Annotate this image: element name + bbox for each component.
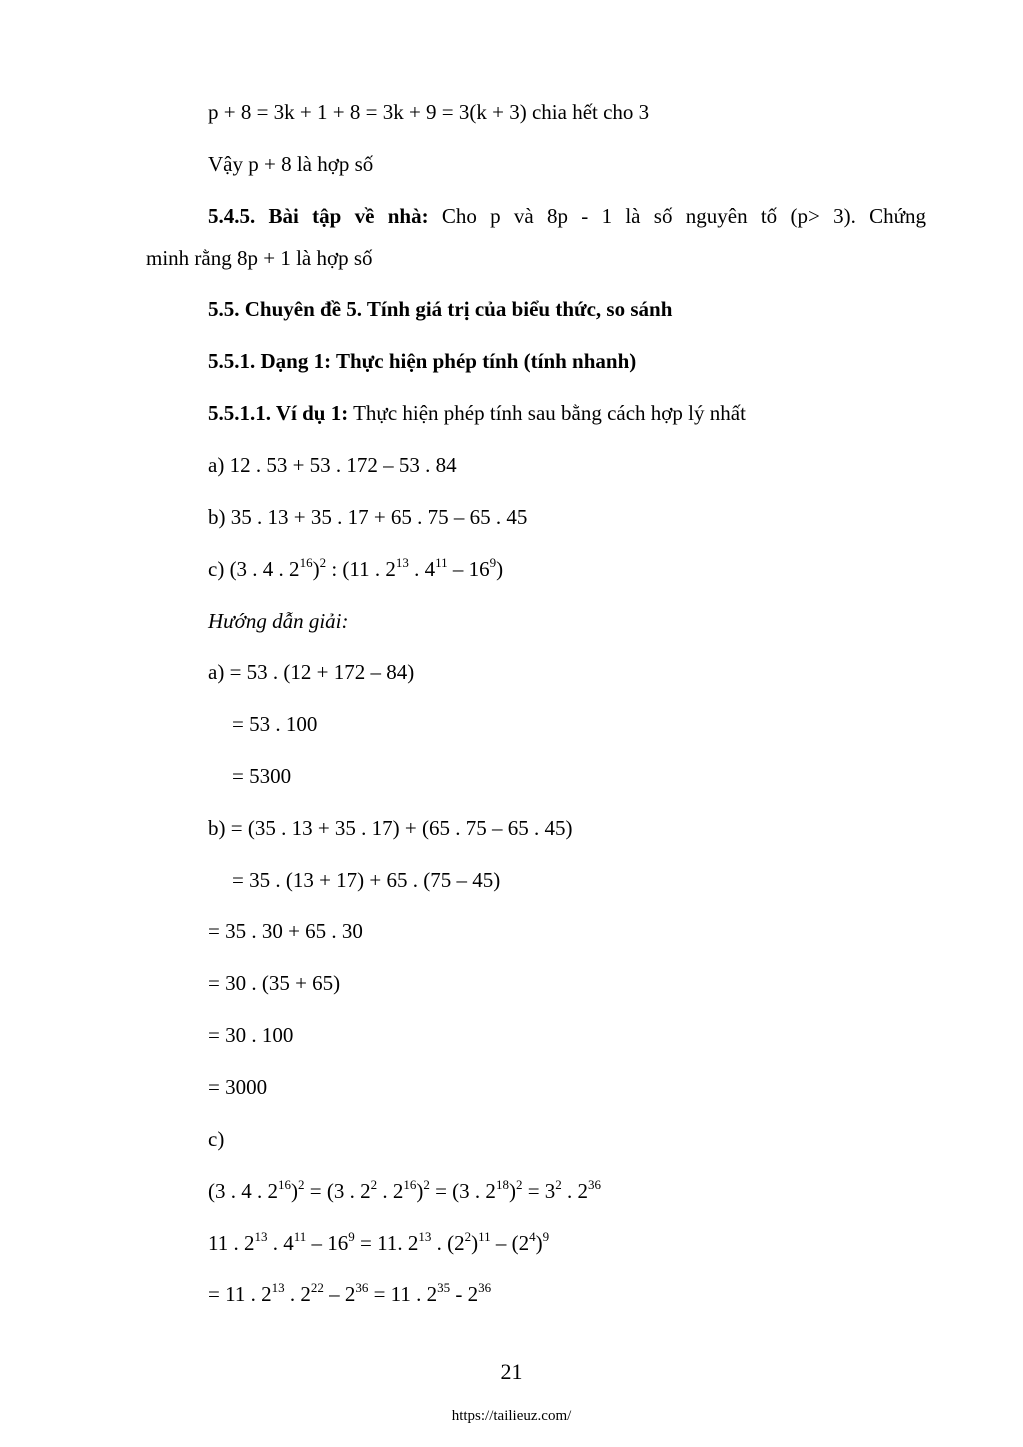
- homework-line-cont: minh rằng 8p + 1 là hợp số: [146, 246, 373, 270]
- exp: 36: [355, 1280, 369, 1295]
- exp: 2: [515, 1177, 523, 1192]
- example-text: Thực hiện phép tính sau bằng cách hợp lý nhất: [348, 401, 746, 425]
- form-heading: 5.5.1. Dạng 1: Thực hiện phép tính (tính nhanh): [208, 349, 637, 373]
- exp: 2: [464, 1229, 472, 1244]
- exp: 13: [254, 1229, 268, 1244]
- exp: 2: [370, 1177, 378, 1192]
- exp: 13: [395, 555, 409, 570]
- answer-b-line: = 30 . (35 + 65): [208, 971, 341, 995]
- answer-a-line: a) = 53 . (12 + 172 – 84): [208, 660, 415, 684]
- exp: 16: [278, 1177, 291, 1192]
- exp: 2: [319, 555, 327, 570]
- exp: 35: [437, 1280, 451, 1295]
- homework-label: 5.4.5. Bài tập về nhà:: [208, 204, 429, 228]
- exp: 11: [478, 1229, 491, 1244]
- homework-line: [208, 203, 926, 229]
- exp: 4: [529, 1229, 536, 1244]
- answer-a-line: = 5300: [232, 764, 292, 788]
- guide-heading: Hướng dẫn giải:: [208, 609, 349, 633]
- question-c: c) (3 . 4 . $2^{16})^2$ : (11 . $2^{13}$ . $4^{11} - 16^9$): [208, 555, 504, 581]
- page-number: 21: [500, 1359, 523, 1384]
- exp: 16: [403, 1177, 417, 1192]
- exp: 13: [271, 1280, 285, 1295]
- exp: 36: [478, 1280, 492, 1295]
- topic-heading: 5.5. Chuyên đề 5. Tính giá trị của biểu thức, so sánh: [208, 297, 673, 321]
- exp: 11: [435, 555, 448, 570]
- homework-text: Cho p và 8p - 1 là số nguyên tố (p> 3). Chứng: [428, 204, 926, 228]
- answer-b-line: = 3000: [208, 1075, 268, 1099]
- exp: 13: [418, 1229, 432, 1244]
- answer-c-line: (3 . 4 . $2^{16})^2 = (3$ . $2^2$ . $2^{16})^2 = (3$ . $2^{18})^2 = 3^2$ . $2^{36}$: [208, 1177, 602, 1203]
- answer-c-line: = 11 . $2^{13}$ . $2^{22} - 2^{36} = 11$ . $2^{35} - 2^{36}$: [208, 1280, 492, 1306]
- answer-a-line: = 53 . 100: [232, 712, 318, 736]
- exp: 2: [298, 1177, 305, 1192]
- answer-b-line: = 30 . 100: [208, 1023, 294, 1047]
- exp: 2: [555, 1177, 562, 1192]
- example-label: 5.5.1.1. Ví dụ 1:: [208, 401, 349, 425]
- exp: 22: [310, 1280, 324, 1295]
- answer-b-line: b) = (35 . 13 + 35 . 17) + (65 . 75 – 65 . 45): [208, 816, 573, 840]
- exp: 9: [542, 1229, 550, 1244]
- text-line: p + 8 = 3k + 1 + 8 = 3k + 9 = 3(k + 3) chia hết cho 3: [208, 100, 650, 124]
- exp: 2: [423, 1177, 430, 1192]
- exp: 9: [348, 1229, 355, 1244]
- exp: 16: [299, 555, 313, 570]
- answer-b-line: = 35 . (13 + 17) + 65 . (75 – 45): [232, 868, 501, 892]
- text-line: Vậy p + 8 là hợp số: [208, 152, 374, 176]
- example-line: [208, 400, 746, 426]
- exp: 9: [489, 555, 497, 570]
- answer-c-label: c): [208, 1127, 225, 1151]
- answer-c-line: 11 . $2^{13}$ . $4^{11} - 16^9 = 11$. $2^{13}$ . $(2^2)^{11} - (2^4)^9$: [208, 1229, 550, 1255]
- exp: 18: [495, 1177, 509, 1192]
- footer-url[interactable]: https://tailieuz.com/: [451, 1408, 572, 1424]
- exp: 36: [588, 1177, 602, 1192]
- question-a: a) 12 . 53 + 53 . 172 – 53 . 84: [208, 453, 457, 477]
- question-b: b) 35 . 13 + 35 . 17 + 65 . 75 – 65 . 45: [208, 505, 528, 529]
- answer-b-line: = 35 . 30 + 65 . 30: [208, 919, 363, 943]
- exp: 11: [293, 1229, 307, 1244]
